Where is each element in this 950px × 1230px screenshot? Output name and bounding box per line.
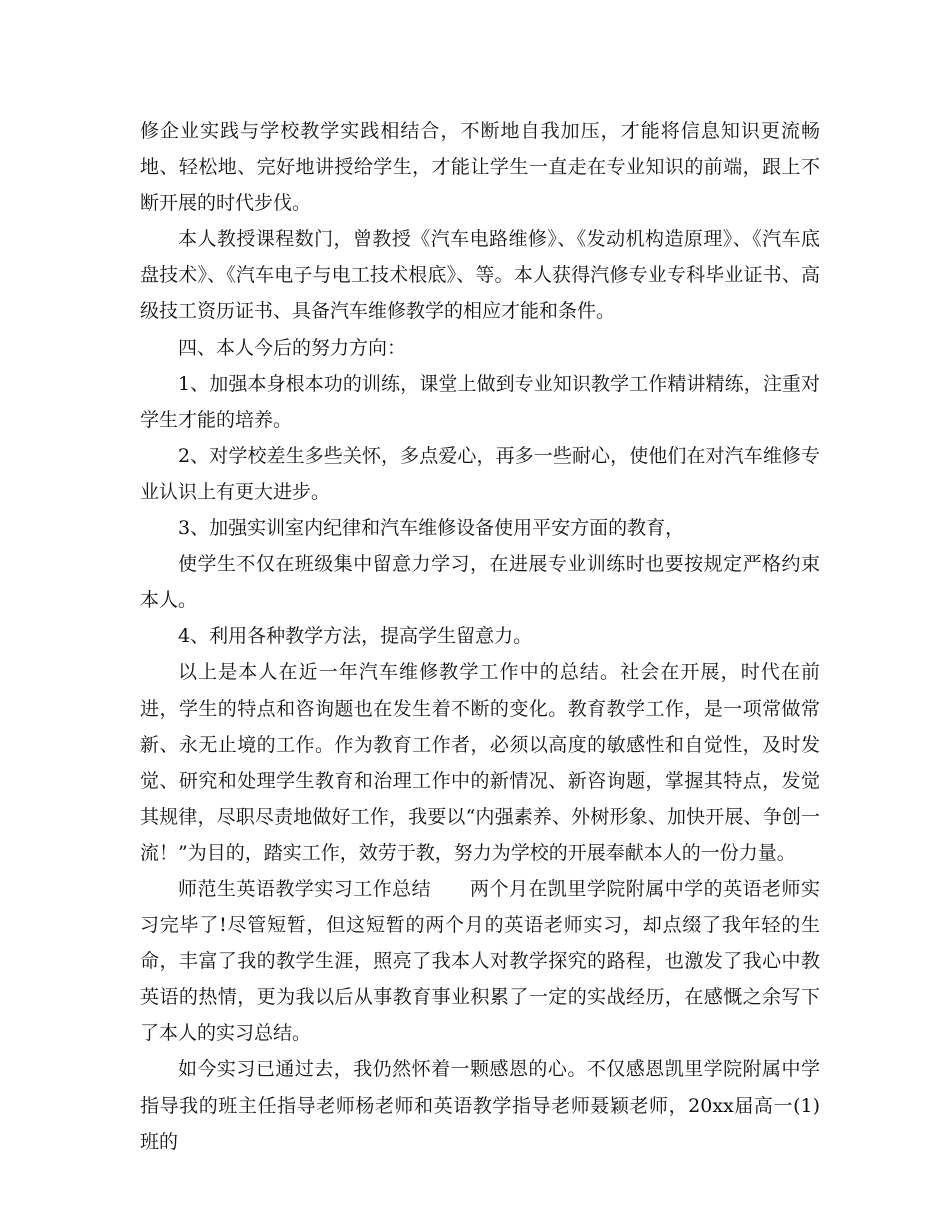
list-item-3-continued: 使学生不仅在班级集中留意力学习，在进展专业训练时也要按规定严格约束本人。 (140, 553, 820, 612)
summary-paragraph: 以上是本人在近一年汽车维修教学工作中的总结。社会在开展，时代在前进，学生的特点和咨询题也在发生着不断的变化。教育教学工作，是一项常做常新、永无止境的工作。作为教育工作者，必须以高度的敏感性和自觉性，及时发觉、研究和处理学生教育和治理工作中的新情况、新咨询题，掌握其特点，发觉其规律，尽职尽责地做好工作，我要以“内强素养、外树形象、加快开展、争创一流！”为目的，踏实工作，效劳于教，努力为学校的开展奉献本人的一份力量。 (140, 661, 820, 864)
gratitude-paragraph: 如今实习已通过去，我仍然怀着一颗感恩的心。不仅感恩凯里学院附属中学指导我的班主任指导老师杨老师和英语教学指导老师聂颖老师，20xx届高一(1)班的 (140, 1058, 820, 1153)
list-item-4: 4、利用各种教学方法，提高学生留意力。 (178, 625, 533, 648)
paragraph-2: 本人教授课程数门，曾教授《汽车电路维修》、《发动机构造原理》、《汽车底盘技术》、《汽车电子与电工技术根底》、等。本人获得汽修专业专科毕业证书、高级技工资历证书、具备汽车维修教学的相应才能和条件。 (140, 228, 820, 323)
list-item-1: 1、加强本身根本功的训练，课堂上做到专业知识教学工作精讲精练，注重对学生才能的培养。 (140, 372, 820, 431)
document-body (140, 113, 820, 1160)
list-item-2: 2、对学校差生多些关怀，多点爱心，再多一些耐心，使他们在对汽车维修专业认识上有更大进步。 (140, 444, 820, 503)
paragraph-1: 修企业实践与学校教学实践相结合，不断地自我加压，才能将信息知识更流畅地、轻松地、完好地讲授给学生，才能让学生一直走在专业知识的前端，跟上不断开展的时代步伐。 (140, 120, 820, 215)
internship-summary-paragraph: 师范生英语教学实习工作总结 两个月在凯里学院附属中学的英语老师实习完毕了!尽管短暂，但这短暂的两个月的英语老师实习，却点缀了我年轻的生命，丰富了我的教学生涯，照亮了我本人对教学探究的路程，也激发了我心中教英语的热情，更为我以后从事教育事业积累了一定的实战经历，在感慨之余写下了本人的实习总结。 (140, 877, 820, 1045)
section-heading: 四、本人今后的努力方向： (178, 336, 407, 359)
list-item-3: 3、加强实训室内纪律和汽车维修设备使用平安方面的教育， (178, 517, 685, 540)
